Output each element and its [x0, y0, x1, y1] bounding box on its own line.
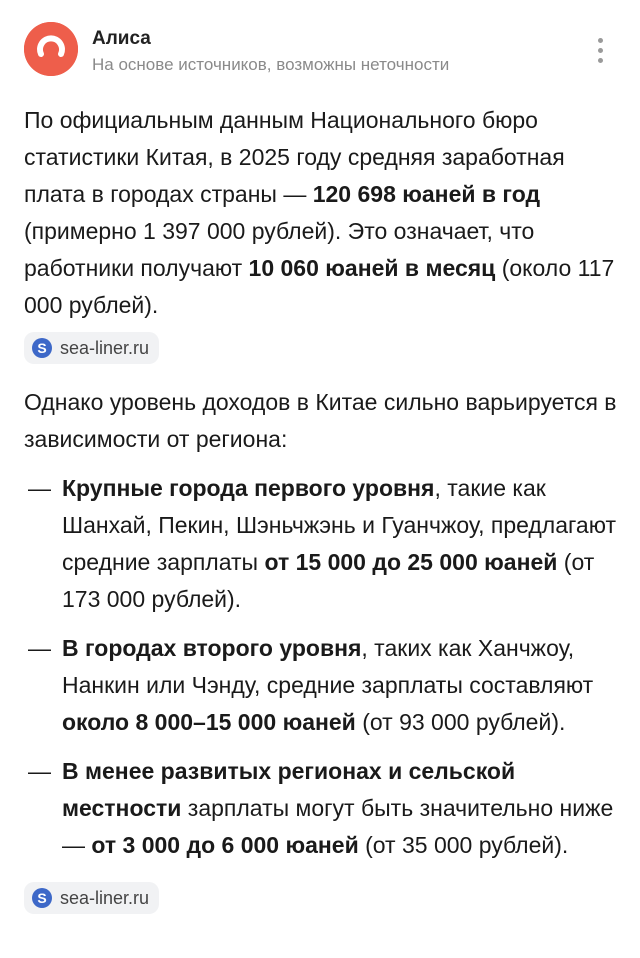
- intro-text-2: (примерно 1 397 000 рублей). Это означает, что работники получают: [24, 218, 535, 281]
- list-dash: —: [28, 758, 51, 784]
- answer-header: [0, 0, 640, 100]
- menu-dot: [598, 48, 603, 53]
- assistant-name: Алиса: [92, 28, 151, 49]
- list-item-range: около 8 000–15 000 юаней: [62, 709, 356, 735]
- menu-dot: [598, 38, 603, 43]
- intro-text-3: (около 117 000 рублей).: [24, 255, 615, 318]
- answer-content: [24, 102, 620, 914]
- disclaimer-text: На основе источников, возможны неточности: [92, 55, 450, 74]
- list-item-note: (от 93 000 рублей).: [355, 709, 566, 735]
- list-dash: —: [28, 475, 51, 501]
- source-link[interactable]: sea-liner.ru: [60, 338, 150, 358]
- source-link[interactable]: sea-liner.ru: [60, 888, 150, 908]
- list-item-text: зарплаты могут быть значительно ниже —: [62, 795, 614, 858]
- list-item-heading: Крупные города первого уровня: [62, 475, 435, 501]
- regions-intro: Однако уровень доходов в Китае сильно варьируется в зависимости от региона:: [24, 389, 617, 452]
- list-item-range: от 15 000 до 25 000 юаней: [264, 549, 558, 575]
- alice-logo-glyph: [24, 22, 78, 76]
- list-item-text: , такие как Шанхай, Пекин, Шэньчжэнь и Гуанчжоу, предлагают средние зарплаты: [62, 475, 616, 575]
- intro-text-1: По официальным данным Национального бюро статистики Китая, в 2025 году средняя заработная плата в городах страны —: [24, 107, 565, 207]
- source-chip[interactable]: [24, 332, 159, 364]
- more-vertical-icon[interactable]: [591, 36, 611, 70]
- list-item: [24, 753, 620, 864]
- source-chip[interactable]: [24, 882, 159, 914]
- list-item: [24, 470, 620, 618]
- list-item-heading: В городах второго уровня: [62, 635, 362, 661]
- alice-logo-icon: [24, 22, 78, 76]
- intro-paragraph: [24, 102, 620, 324]
- list-item: [24, 630, 620, 741]
- list-item-note: (от 35 000 рублей).: [358, 832, 569, 858]
- source-site-icon: S: [32, 888, 52, 908]
- menu-dot: [598, 58, 603, 63]
- intro-bold-monthly: 10 060 юаней в месяц: [248, 255, 496, 281]
- list-item-note: (от 173 000 рублей).: [62, 549, 595, 612]
- list-item-heading: В менее развитых регионах и сельской местности: [62, 758, 516, 821]
- intro-bold-yearly: 120 698 юаней в год: [312, 181, 541, 207]
- list-item-range: от 3 000 до 6 000 юаней: [91, 832, 359, 858]
- list-dash: —: [28, 635, 51, 661]
- list-item-text: , таких как Ханчжоу, Нанкин или Чэнду, средние зарплаты составляют: [62, 635, 594, 698]
- source-site-icon: S: [32, 338, 52, 358]
- regions-list: [24, 470, 620, 864]
